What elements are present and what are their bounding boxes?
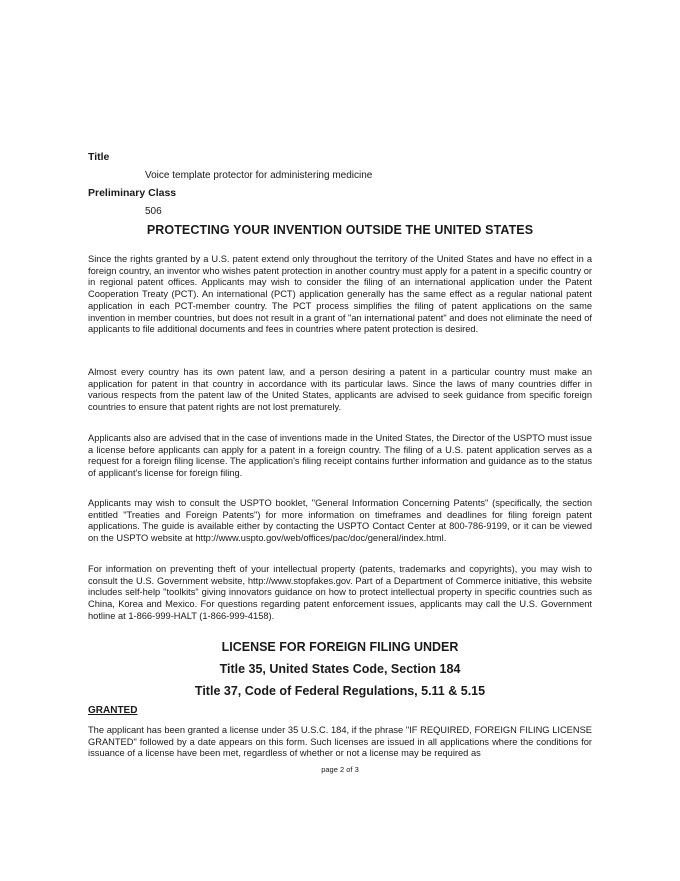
license-heading-line-2: Title 35, United States Code, Section 184	[219, 662, 461, 676]
granted-label: GRANTED	[88, 705, 138, 716]
license-heading-line-3: Title 37, Code of Federal Regulations, 5.11 & 5.15	[194, 684, 486, 698]
paragraph-pct: Since the rights granted by a U.S. patent extend only throughout the territory of the United States and have no effect in a foreign country, an inventor who wishes patent protection in another country must apply for a patent in a specific country or in regional patent offices. Applicants may wish to consider the filing of an international application under the Patent Cooperation Treaty (PCT). An international (PCT) application generally has the same effect as a regular national patent application in each PCT-member country. The PCT process simplifies the filing of patent applications on the same invention in member countries, but does not result in a grant of "an international patent" and does not eliminate the need of applicants to file additional documents and fees in countries where patent protection is desired.	[88, 254, 592, 335]
paragraph-foreign-license: Applicants also are advised that in the case of inventions made in the United States, the Director of the USPTO must issue a license before applicants can apply for a patent in a foreign country. The filing of a U.S. patent application serves as a request for a foreign filing license. The application's filing receipt contains further information and guidance as to the status of applicant's license for foreign filing.	[88, 433, 592, 479]
paragraph-stopfakes: For information on preventing theft of your intellectual property (patents, trademarks and copyrights), you may wish to consult the U.S. Government website, http://www.stopfakes.gov. Part of a Department of Commerce initiative, this website includes self-help "toolkits" giving innovators guidance on how to protect intellectual property in specific countries such as China, Korea and Mexico. For questions regarding patent enforcement issues, applicants may call the U.S. Government hotline at 1-866-999-HALT (1-866-999-4158).	[88, 564, 592, 621]
paragraph-patent-law: Almost every country has its own patent law, and a person desiring a patent in a particular country must make an application for patent in that country in accordance with its particular laws. Since the laws of many countries differ in various respects from the patent law of the United States, applicants are advised to seek guidance from specific foreign countries to ensure that patent rights are not lost prematurely.	[88, 367, 592, 413]
page-number: page 2 of 3	[321, 765, 359, 774]
paragraph-booklet: Applicants may wish to consult the USPTO booklet, "General Information Concerning Patents" (specifically, the section entitled "Treaties and Foreign Patents") for more information on timeframes and deadlines for filing foreign patent applications. The guide is available either by contacting the USPTO Contact Center at 800-786-9199, or it can be viewed on the USPTO website at http://www.uspto.gov/web/offices/pac/doc/general/index.html.	[88, 498, 592, 544]
title-label: Title	[88, 151, 110, 163]
granted-paragraph: The applicant has been granted a license under 35 U.S.C. 184, if the phrase "IF REQUIRED, FOREIGN FILING LICENSE GRANTED" followed by a date appears on this form. Such licenses are issued in all applications where the conditions for issuance of a license have been met, regardless of whether or not a license may be required as	[88, 725, 592, 759]
preliminary-class-label: Preliminary Class	[88, 187, 177, 199]
main-heading: PROTECTING YOUR INVENTION OUTSIDE THE UNITED STATES	[146, 223, 534, 237]
title-value: Voice template protector for administering medicine	[145, 170, 373, 181]
license-heading-line-1: LICENSE FOR FOREIGN FILING UNDER	[221, 640, 459, 654]
preliminary-class-value: 506	[145, 206, 162, 217]
